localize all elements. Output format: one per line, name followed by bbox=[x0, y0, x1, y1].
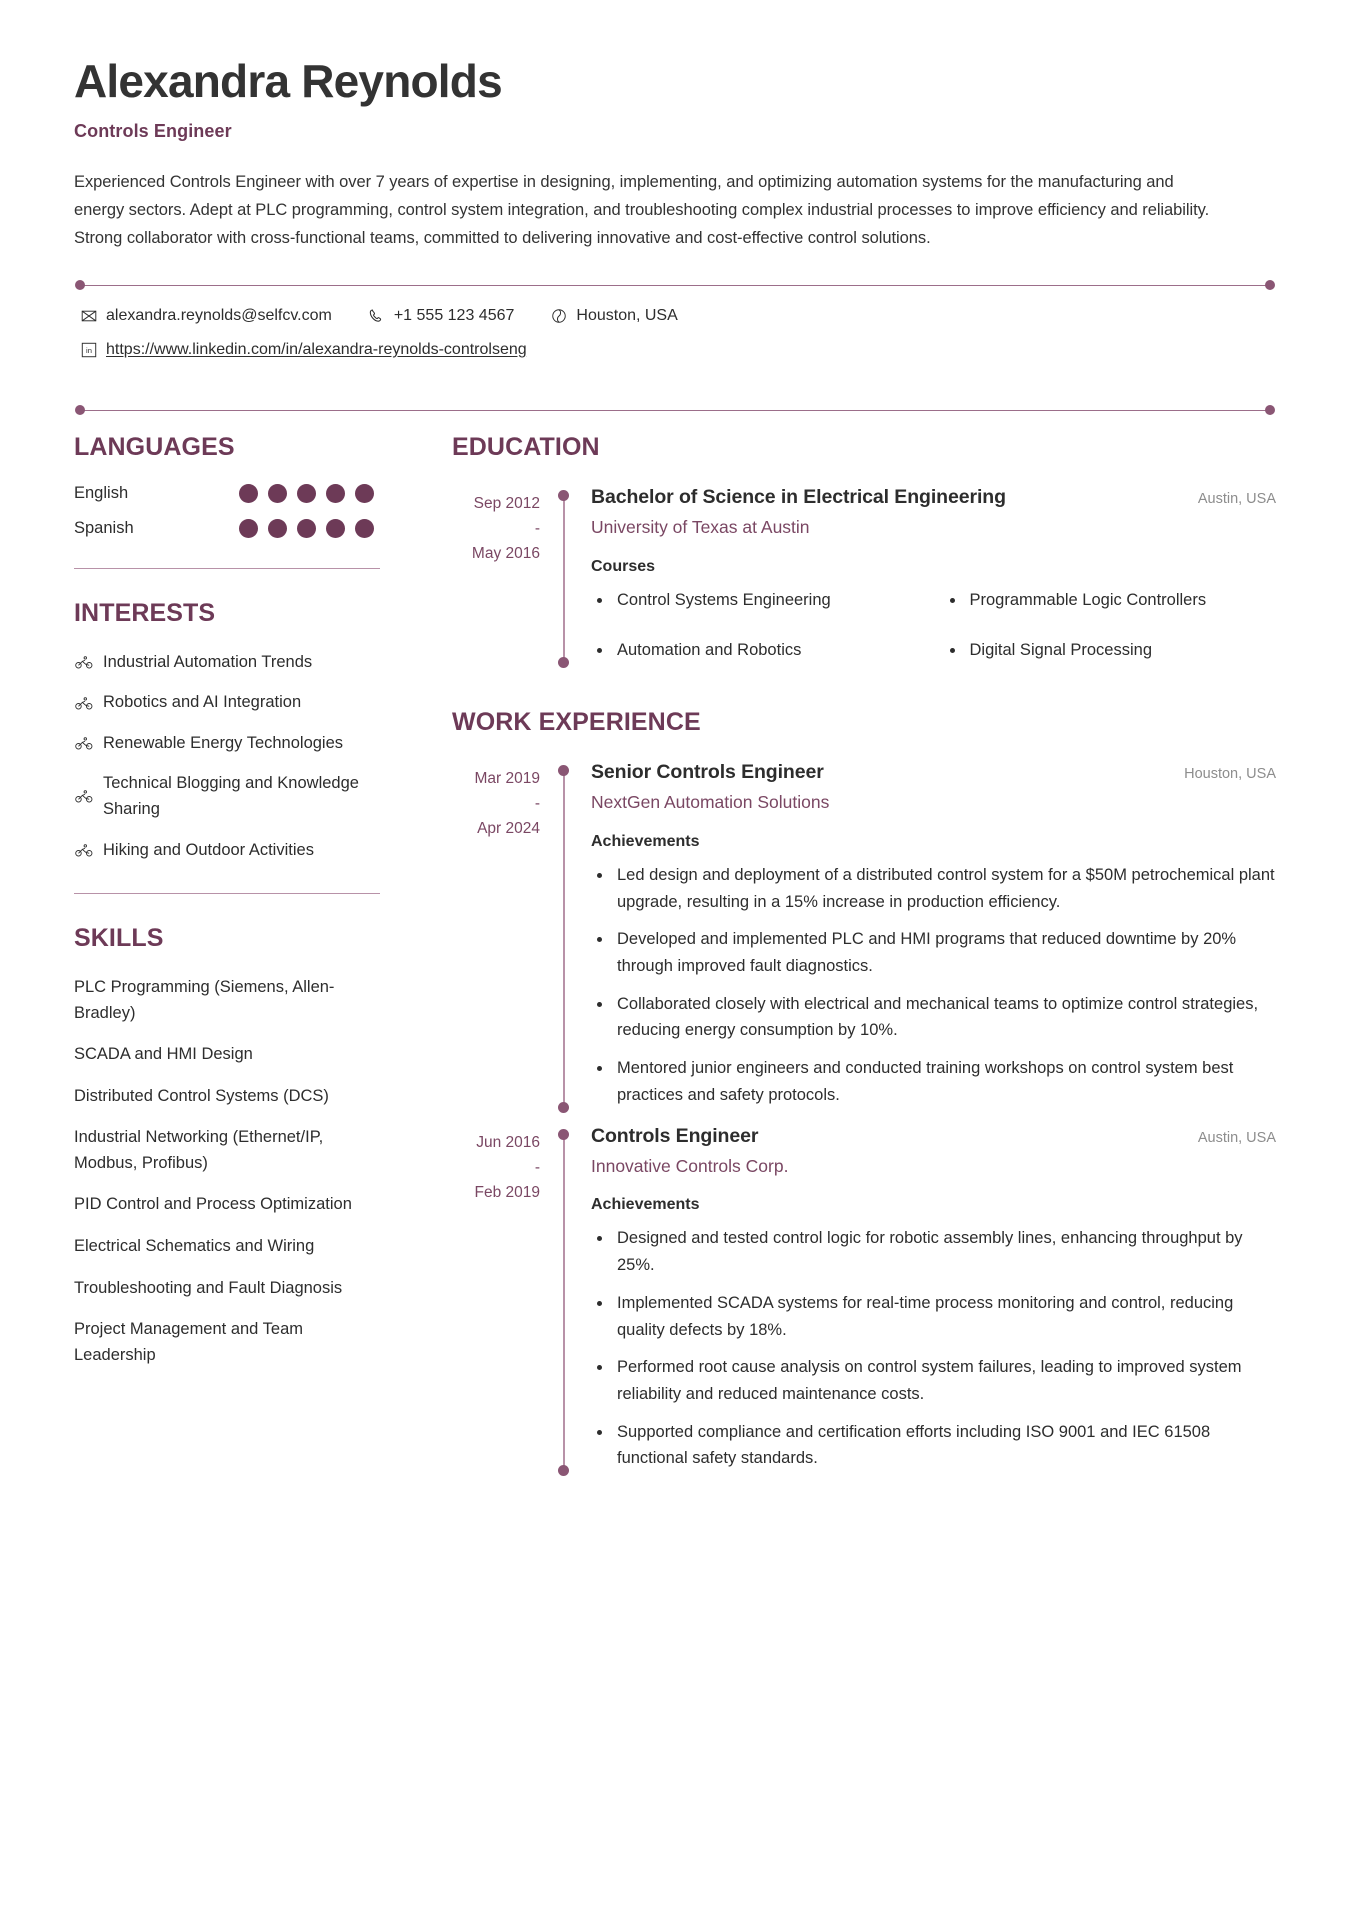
education-location: Austin, USA bbox=[1197, 490, 1276, 507]
achievement-item: Implemented SCADA systems for real-time process monitoring and control, reducing quality defects by 18%. bbox=[591, 1290, 1276, 1343]
work-dates bbox=[452, 759, 558, 1113]
section-title-interests: INTERESTS bbox=[74, 598, 216, 627]
resume-header bbox=[74, 56, 1276, 253]
contact-email[interactable] bbox=[80, 304, 332, 328]
achievement-item: Designed and tested control logic for robotic assembly lines, enhancing throughput by 25%. bbox=[591, 1225, 1276, 1278]
section-title-education: EDUCATION bbox=[452, 432, 600, 461]
skill-item: Troubleshooting and Fault Diagnosis bbox=[74, 1278, 343, 1297]
timeline-dot-bottom bbox=[558, 1465, 569, 1476]
contact-row-primary bbox=[80, 304, 1270, 328]
job-position: Senior Controls Engineer bbox=[591, 760, 824, 783]
header-divider-bottom bbox=[80, 410, 1270, 411]
achievement-item: Mentored junior engineers and conducted training workshops on control system best practices and safety protocols. bbox=[591, 1055, 1276, 1108]
interest-label: Technical Blogging and Knowledge Sharing bbox=[103, 774, 359, 818]
bicycle-icon bbox=[74, 653, 93, 672]
achievements-list bbox=[591, 1225, 1276, 1472]
contact-phone-text: +1 555 123 4567 bbox=[393, 306, 515, 324]
education-dates bbox=[452, 484, 558, 668]
education-heading bbox=[591, 484, 1276, 510]
job-location: Houston, USA bbox=[1184, 765, 1276, 782]
section-languages bbox=[74, 433, 380, 538]
phone-icon bbox=[368, 307, 385, 324]
skill-item: SCADA and HMI Design bbox=[74, 1045, 253, 1064]
education-entry bbox=[452, 484, 1276, 668]
timeline-line bbox=[563, 1133, 565, 1473]
level-dot bbox=[239, 484, 258, 503]
contact-phone[interactable] bbox=[368, 304, 515, 328]
language-level-dots bbox=[239, 484, 374, 503]
interest-label: Industrial Automation Trends bbox=[103, 652, 313, 671]
level-dot bbox=[326, 484, 345, 503]
timeline-line bbox=[563, 769, 565, 1109]
linkedin-icon bbox=[80, 341, 97, 358]
section-interests bbox=[74, 599, 380, 863]
interest-item bbox=[74, 731, 380, 757]
contact-linkedin-text: https://www.linkedin.com/in/alexandra-reynolds-controlseng bbox=[106, 340, 527, 358]
skill-item: Distributed Control Systems (DCS) bbox=[74, 1086, 329, 1105]
skill-item: Project Management and Team Leadership bbox=[74, 1320, 303, 1364]
language-row bbox=[74, 519, 380, 538]
company-name: NextGen Automation Solutions bbox=[591, 792, 830, 813]
work-heading bbox=[591, 1123, 1276, 1149]
school-name: University of Texas at Austin bbox=[591, 517, 810, 538]
skill-item: Electrical Schematics and Wiring bbox=[74, 1237, 315, 1256]
sidebar-divider bbox=[74, 893, 380, 894]
timeline-connector bbox=[558, 484, 569, 668]
interest-item bbox=[74, 838, 380, 864]
skill-item: Industrial Networking (Ethernet/IP, Modbus, Profibus) bbox=[74, 1128, 324, 1172]
date-end: Apr 2024 bbox=[477, 820, 540, 838]
date-start: Sep 2012 bbox=[473, 494, 540, 512]
contact-row-secondary bbox=[80, 338, 1270, 362]
date-dash: - bbox=[534, 795, 540, 813]
date-start: Mar 2019 bbox=[474, 769, 540, 787]
interest-item bbox=[74, 771, 380, 822]
timeline-dot-bottom bbox=[558, 1102, 569, 1113]
interest-label: Renewable Energy Technologies bbox=[103, 733, 344, 752]
level-dot bbox=[297, 519, 316, 538]
level-dot bbox=[326, 519, 345, 538]
achievement-item: Led design and deployment of a distributed control system for a $50M petrochemical plant upgrade, resulting in a 15% increase in production efficiency. bbox=[591, 862, 1276, 915]
course-item: Digital Signal Processing bbox=[944, 637, 1277, 664]
job-position: Controls Engineer bbox=[591, 1124, 759, 1147]
timeline-dot-top bbox=[558, 765, 569, 776]
skill-item: PID Control and Process Optimization bbox=[74, 1195, 352, 1214]
timeline-connector bbox=[558, 1123, 569, 1477]
level-dot bbox=[268, 519, 287, 538]
level-dot bbox=[355, 519, 374, 538]
achievement-item: Performed root cause analysis on control system failures, leading to improved system reliability and reduced maintenance costs. bbox=[591, 1354, 1276, 1407]
achievements-label: Achievements bbox=[591, 1196, 700, 1214]
course-item: Automation and Robotics bbox=[591, 637, 924, 664]
work-entry bbox=[452, 759, 1276, 1113]
date-start: Jun 2016 bbox=[476, 1133, 540, 1151]
sidebar-divider bbox=[74, 568, 380, 569]
bicycle-icon bbox=[74, 734, 93, 753]
date-dash: - bbox=[534, 1158, 540, 1176]
language-name: English bbox=[74, 483, 129, 502]
achievement-item: Supported compliance and certification efforts including ISO 9001 and IEC 61508 functional safety standards. bbox=[591, 1419, 1276, 1472]
company-name: Innovative Controls Corp. bbox=[591, 1155, 789, 1176]
work-body bbox=[569, 759, 1276, 1113]
candidate-job-title: Controls Engineer bbox=[74, 120, 232, 141]
section-education bbox=[452, 433, 1276, 668]
section-work-experience bbox=[452, 708, 1276, 1476]
achievements-list bbox=[591, 862, 1276, 1109]
courses-label: Courses bbox=[591, 557, 656, 575]
contact-location bbox=[550, 304, 677, 328]
skill-item: PLC Programming (Siemens, Allen-Bradley) bbox=[74, 978, 335, 1022]
bicycle-icon bbox=[74, 787, 93, 806]
level-dot bbox=[355, 484, 374, 503]
interest-item bbox=[74, 690, 380, 716]
job-location: Austin, USA bbox=[1197, 1129, 1276, 1146]
language-name: Spanish bbox=[74, 518, 134, 537]
timeline-line bbox=[563, 494, 565, 664]
courses-grid bbox=[591, 587, 1276, 664]
contact-block bbox=[74, 286, 1276, 378]
course-item: Programmable Logic Controllers bbox=[944, 587, 1277, 614]
work-heading bbox=[591, 759, 1276, 785]
interest-item bbox=[74, 650, 380, 676]
svg-text:in: in bbox=[85, 345, 92, 355]
main-column bbox=[414, 433, 1276, 1476]
sidebar-column bbox=[74, 433, 414, 1476]
date-end: May 2016 bbox=[471, 544, 540, 562]
achievement-item: Developed and implemented PLC and HMI programs that reduced downtime by 20% through improved fault diagnostics. bbox=[591, 926, 1276, 979]
work-dates bbox=[452, 1123, 558, 1477]
contact-location-text: Houston, USA bbox=[576, 306, 678, 324]
work-entry bbox=[452, 1123, 1276, 1477]
level-dot bbox=[268, 484, 287, 503]
date-dash: - bbox=[534, 519, 540, 537]
achievement-item: Collaborated closely with electrical and mechanical teams to optimize control strategies, reducing energy consumption by 10%. bbox=[591, 991, 1276, 1044]
timeline-dot-top bbox=[558, 490, 569, 501]
date-end: Feb 2019 bbox=[474, 1183, 540, 1201]
timeline-dot-bottom bbox=[558, 657, 569, 668]
achievements-label: Achievements bbox=[591, 832, 700, 850]
header-divider-top bbox=[80, 285, 1270, 286]
bicycle-icon bbox=[74, 694, 93, 713]
timeline-connector bbox=[558, 759, 569, 1113]
section-title-languages: LANGUAGES bbox=[74, 432, 235, 461]
contact-linkedin[interactable] bbox=[80, 338, 527, 362]
resume-body bbox=[74, 433, 1276, 1476]
section-title-work-experience: WORK EXPERIENCE bbox=[452, 707, 701, 736]
language-row bbox=[74, 484, 380, 503]
level-dot bbox=[239, 519, 258, 538]
timeline-dot-top bbox=[558, 1129, 569, 1140]
candidate-name: Alexandra Reynolds bbox=[74, 55, 502, 107]
level-dot bbox=[297, 484, 316, 503]
section-skills bbox=[74, 924, 380, 1368]
contact-email-text: alexandra.reynolds@selfcv.com bbox=[106, 306, 332, 324]
bicycle-icon bbox=[74, 841, 93, 860]
envelope-icon bbox=[80, 307, 97, 324]
language-level-dots bbox=[239, 519, 374, 538]
interest-label: Hiking and Outdoor Activities bbox=[103, 840, 314, 859]
professional-summary: Experienced Controls Engineer with over 7 years of expertise in designing, implementing, and optimizing automation systems for the manufacturing and energy sectors. Adept at PLC programming, control system integration, and troubleshooting complex industrial processes to improve efficiency and reliability. Strong collaborator with cross-functional teams, committed to delivering innovative and cost-effective control solutions. bbox=[74, 172, 1210, 248]
work-body bbox=[569, 1123, 1276, 1477]
degree-title: Bachelor of Science in Electrical Engineering bbox=[591, 485, 1006, 508]
education-body bbox=[569, 484, 1276, 668]
course-item: Control Systems Engineering bbox=[591, 587, 924, 614]
section-title-skills: SKILLS bbox=[74, 924, 164, 953]
globe-icon bbox=[550, 307, 567, 324]
interest-label: Robotics and AI Integration bbox=[103, 693, 302, 712]
